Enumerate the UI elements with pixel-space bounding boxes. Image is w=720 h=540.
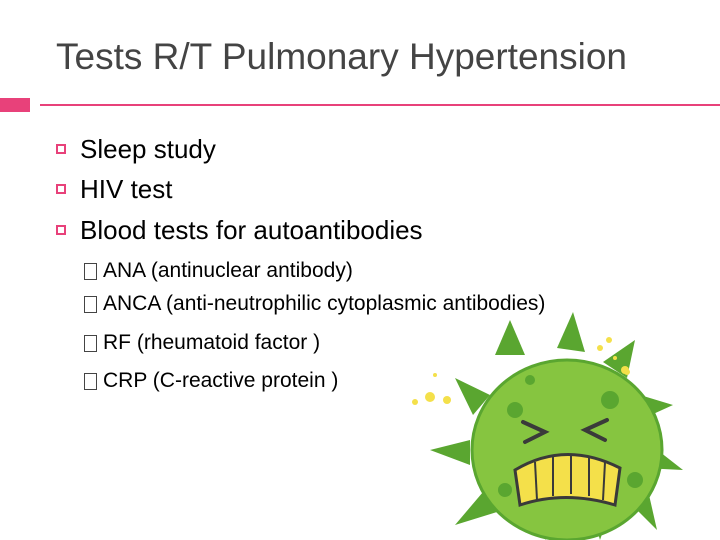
bullet-item xyxy=(56,213,423,247)
square-bullet-icon xyxy=(56,184,66,194)
sub-bullet-text: ANA (antinuclear antibody) xyxy=(103,259,353,282)
slide-title: Tests R/T Pulmonary Hypertension xyxy=(56,36,627,77)
bullet-text: HIV test xyxy=(80,173,173,204)
sick-virus-illustration xyxy=(395,300,705,540)
missing-glyph-icon xyxy=(84,296,97,313)
missing-glyph-icon xyxy=(84,335,97,352)
missing-glyph-icon xyxy=(84,373,97,390)
sub-bullet-text: ANCA (anti-neutrophilic cytoplasmic antibodies) xyxy=(103,292,546,315)
square-bullet-icon xyxy=(56,144,66,154)
bullet-text: Sleep study xyxy=(80,133,216,164)
sub-bullet-item xyxy=(84,367,338,395)
bullet-item xyxy=(56,172,172,206)
bullet-text: Blood tests for autoantibodies xyxy=(80,214,423,245)
missing-glyph-icon xyxy=(84,263,97,280)
virus-body xyxy=(472,360,662,540)
title-divider xyxy=(40,104,720,106)
accent-bar xyxy=(0,98,30,112)
sub-bullet-item xyxy=(84,329,320,357)
virus-mouth xyxy=(515,454,620,505)
bullet-item xyxy=(56,132,216,166)
sub-bullet-item xyxy=(84,257,353,285)
square-bullet-icon xyxy=(56,225,66,235)
sub-bullet-text: CRP (C-reactive protein ) xyxy=(103,369,339,392)
sub-bullet-text: RF (rheumatoid factor ) xyxy=(103,331,321,354)
